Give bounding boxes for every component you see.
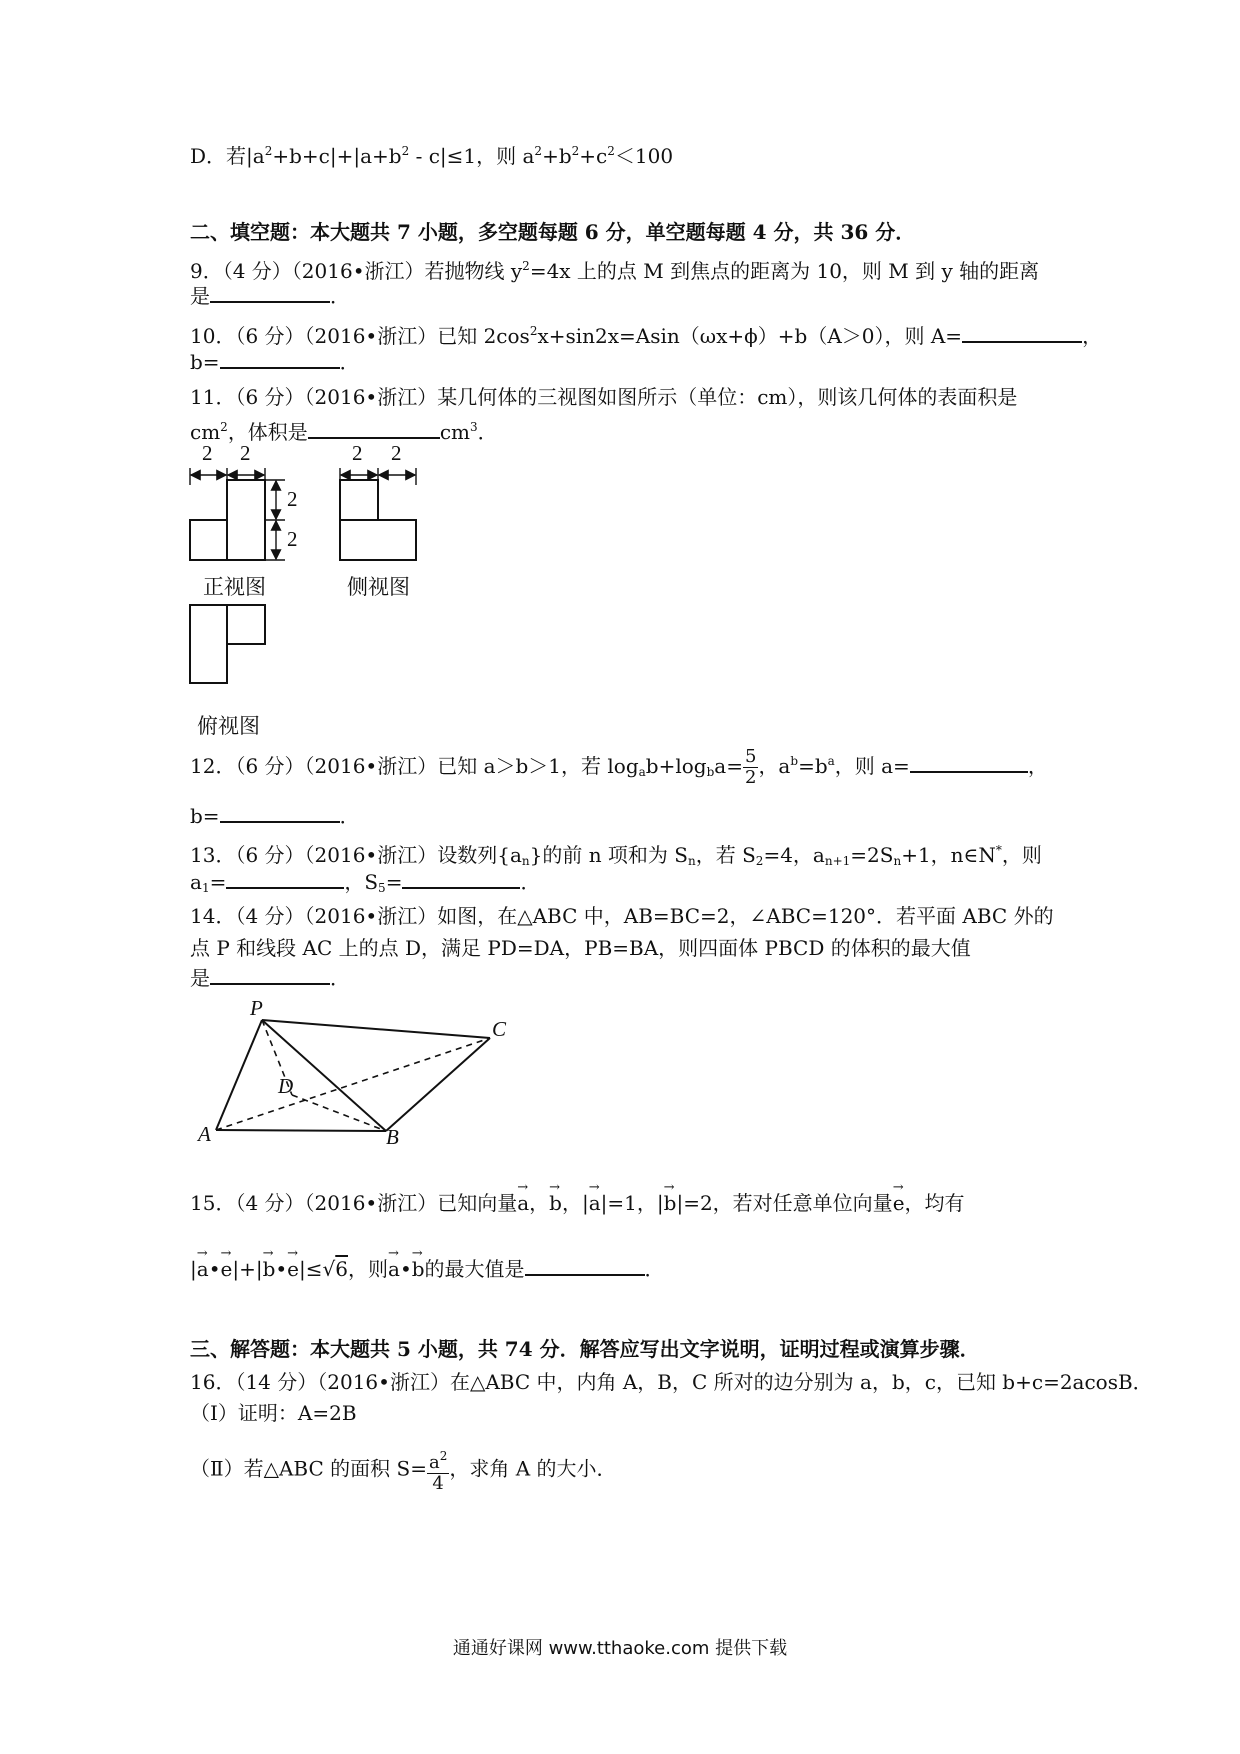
option-d: D．若$|a^2+b+c|+|a+b^2 - c|\le 1$，则 $a^2+b^2+c^2<100$	[190, 144, 674, 168]
question-14-line1: 14．（4 分）（2016•浙江）如图，在△ABC 中，AB=BC=2，∠ABC=120°．若平面 ABC 外的	[190, 904, 1054, 928]
point-label-d: D	[278, 1074, 294, 1098]
question-14-line3: 是 ．	[190, 966, 350, 990]
top-view-right-block	[227, 605, 265, 644]
question-16-part1: （Ⅰ）证明：A=2B	[190, 1401, 357, 1425]
answer-blank	[220, 349, 340, 369]
question-15-line2: |→ a•→ e|+|→ b•→ e|≤√6，则→ a•→ b的最大值是 ．	[190, 1256, 665, 1282]
page-footer: 通通好课网 www.tthaoke.com 提供下载	[452, 1638, 788, 1659]
side-view-upper-block	[340, 480, 378, 520]
edge-ab	[216, 1130, 386, 1131]
edge-db-dashed	[292, 1095, 386, 1131]
question-12-line1: 12．（6 分）（2016•浙江）已知 a＞b＞1，若 $\log_ab+\log_ba=$ $\frac{5}{2}$ ，$a^b=b^a$，则 a= ，	[190, 746, 1048, 788]
point-label-c: C	[492, 1017, 507, 1041]
answer-blank	[910, 753, 1028, 773]
question-11-line2: $cm^2$，体积是 $cm^3$．	[190, 420, 498, 444]
question-16-line1: 16．（14 分）（2016•浙江）在△ABC 中，内角 A，B，C 所对的边分别为 a，b，c，已知 b+c=2acosB．	[190, 1370, 1153, 1394]
question-13-line1: 13．（6 分）（2016•浙江）设数列$\{a_n\}$的前 n 项和为 $S_n$，若 $S_2=4$，$a_{n+1}=2S_n+1$，n∈N*，则	[190, 843, 1042, 868]
point-label-p: P	[250, 1000, 263, 1020]
side-view-lower-block	[340, 520, 416, 560]
dim-label: 2	[391, 441, 402, 465]
question-16-part2: （Ⅱ）若△ABC 的面积 S= $\frac{a^2}{4}$ ，求角 A 的大小．	[190, 1446, 617, 1494]
question-15-line1: 15．（4 分）（2016•浙江）已知向量→ a，→ b，|→ a|=1，|→ b|=2，若对任意单位向量→ e，均有	[190, 1190, 965, 1216]
tetrahedron-figure	[190, 1000, 530, 1145]
question-10-line1: 10．（6 分）（2016•浙江）已知 $2\cos^2x+\sin 2x=Asin(\omega x+\phi)+b(A>0)$，则 A= ，	[190, 324, 1103, 348]
dim-label: 2	[240, 441, 251, 465]
answer-blank	[210, 283, 330, 303]
dim-label: 2	[352, 441, 363, 465]
section-3-heading: 三、解答题：本大题共 5 小题，共 74 分．解答应写出文字说明，证明过程或演算步骤．	[190, 1337, 980, 1361]
answer-blank	[525, 1256, 645, 1276]
question-14-line2: 点 P 和线段 AC 上的点 D，满足 PD=DA，PB=BA，则四面体 PBCD 的体积的最大值	[190, 936, 971, 960]
edge-ac-dashed	[216, 1038, 490, 1130]
dim-label: 2	[287, 527, 298, 551]
side-view-caption: 侧视图	[347, 575, 410, 599]
fraction-5-2: $\frac{5}{2}$	[744, 746, 757, 788]
front-view-left-block	[190, 520, 227, 560]
section-2-heading: 二、填空题：本大题共 7 小题，多空题每题 6 分，单空题每题 4 分，共 36 分．	[190, 220, 916, 244]
question-9-line1: 9．（4 分）（2016•浙江）若抛物线 $y^2=4x$ 上的点 M 到焦点的距离为 10，则 M 到 y 轴的距离	[190, 259, 1040, 283]
front-view-right-block	[227, 480, 265, 560]
answer-blank	[308, 419, 440, 439]
answer-blank	[226, 869, 344, 889]
edge-bc	[386, 1038, 490, 1131]
answer-blank	[402, 869, 520, 889]
question-11-line1: 11．（6 分）（2016•浙江）某几何体的三视图如图所示（单位：cm），则该几何体的表面积是	[190, 385, 1018, 409]
answer-blank	[210, 965, 330, 985]
dim-label: 2	[202, 441, 213, 465]
dim-label: 2	[287, 487, 298, 511]
front-view-caption: 正视图	[203, 575, 266, 599]
point-label-a: A	[198, 1122, 211, 1145]
edge-pa	[216, 1020, 262, 1130]
answer-blank	[962, 323, 1082, 343]
fraction-a2-4: $\frac{a^2}{4}$	[427, 1446, 449, 1494]
point-label-b: B	[386, 1125, 399, 1145]
question-12-line2: b= ．	[190, 804, 360, 828]
question-10-line2: b= ．	[190, 350, 360, 374]
edge-pc	[262, 1020, 490, 1038]
answer-blank	[220, 803, 340, 823]
question-13-line2: $a_1=$ ，$S_5=$ ．	[190, 870, 541, 895]
top-view-caption: 俯视图	[197, 714, 260, 738]
top-view-left-block	[190, 605, 227, 683]
question-9-line2: 是 ．	[190, 284, 350, 308]
